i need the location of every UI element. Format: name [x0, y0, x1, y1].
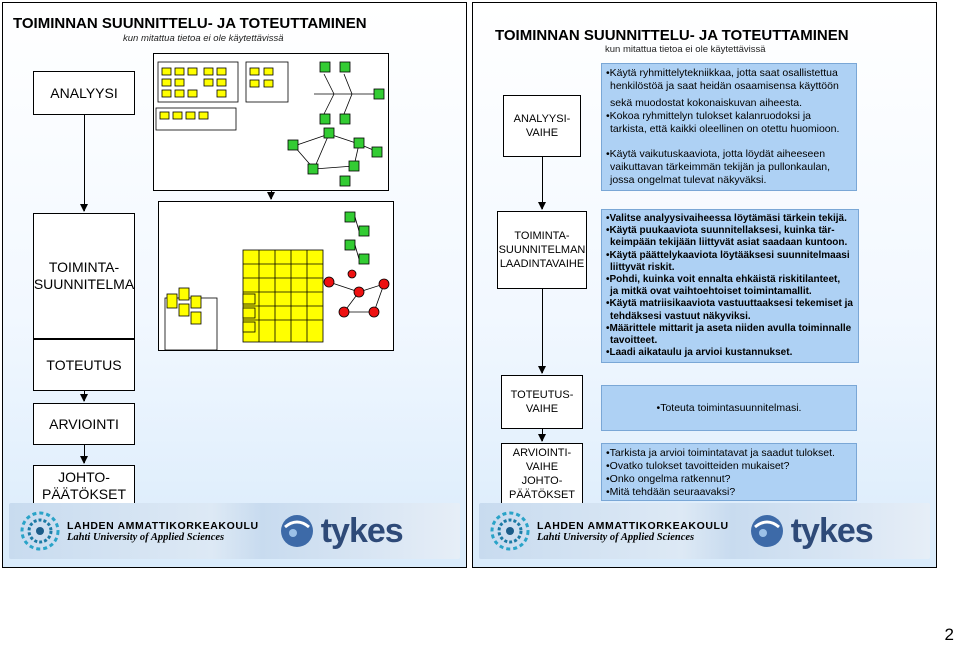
instruction-line: henkilöstöä ja saat heidän osaamisensa käyttöön: [610, 80, 839, 92]
instruction-line: ja mitkä ovat vaihtoehtoiset toimintamallit.: [610, 286, 812, 298]
instruction-line: •Toteuta toimintasuunnitelmasi.: [656, 401, 802, 414]
planning-diagrams: [159, 202, 393, 350]
phase-label: PÄÄTÖKSET: [508, 489, 576, 501]
phase-suunnitelma-label-2: SUUNNITELMA: [33, 276, 135, 292]
analysis-diagram-panel: [153, 53, 389, 191]
arrow-down: [542, 289, 543, 373]
phase-analyysivaihe: [503, 95, 581, 157]
instruction-line: •Onko ongelma ratkennut?: [606, 473, 731, 485]
phase-label: TOIMINTA-: [514, 230, 570, 242]
instruction-line: •Käytä matriisikaaviota vastuuttaaksesi tekemiset ja: [606, 298, 853, 310]
phase-johto-label-2: PÄÄTÖKSET: [41, 486, 127, 502]
instruction-line: jossa ongelmat tulevat näkyväksi.: [610, 174, 767, 186]
arrow-down: [84, 115, 85, 211]
slide-subtitle: kun mitattua tietoa ei ole käytettävissä: [605, 44, 766, 55]
school-name: LAHDEN AMMATTIKORKEAKOULU: [67, 519, 259, 532]
slide-title: TOIMINNAN SUUNNITTELU- JA TOTEUTTAMINEN: [495, 27, 849, 44]
arrow-down: [84, 391, 85, 401]
instruction-line: •Valitse analyysivaiheessa löytämäsi tärkein tekijä.: [606, 213, 847, 224]
instruction-line: tehdäksesi vastuut näkyviksi.: [610, 310, 751, 322]
analyysi-instructions: [601, 63, 857, 191]
phase-toimintasuunnitelma: [33, 213, 135, 339]
page-number: 2: [944, 625, 954, 644]
footer-banner: [9, 503, 460, 559]
instruction-line: •Ovatko tulokset tavoitteiden mukaiset?: [606, 460, 790, 472]
instruction-line: liittyvät riskit.: [610, 261, 675, 273]
phase-label: VAIHE: [525, 461, 559, 473]
slide-right: [472, 2, 937, 568]
school-name: LAHDEN AMMATTIKORKEAKOULU: [537, 519, 729, 532]
instruction-line: •Käytä vaikutuskaaviota, jotta löydät aiheeseen: [606, 148, 826, 160]
phase-label: VAIHE: [525, 127, 559, 139]
school-name-en: Lahti University of Applied Sciences: [67, 531, 225, 543]
fishbone-diagram: [314, 62, 384, 124]
tykes-globe-icon: [749, 513, 785, 549]
school-name-en: Lahti University of Applied Sciences: [537, 531, 695, 543]
matrix-diagram: [165, 250, 323, 350]
tykes-globe-icon: [279, 513, 315, 549]
instruction-line: •Määrittele mittarit ja aseta niiden avulla toiminnalle: [606, 322, 852, 334]
phase-label: TOTEUTUS-: [510, 389, 574, 401]
phase-arviointi-label: ARVIOINTI: [49, 415, 119, 432]
phase-label: LAADINTAVAIHE: [499, 258, 585, 270]
instruction-line: tarkista, että kaikki oleellinen on otettu huomioon.: [610, 123, 840, 135]
planning-diagram-panel: [158, 201, 394, 351]
arviointi-instructions: [601, 443, 857, 501]
instruction-line: •Pohdi, kuinka voit ennalta ehkäistä riskitilanteet,: [606, 274, 841, 286]
instruction-line: •Tarkista ja arvioi toimintatavat ja saadut tulokset.: [606, 447, 835, 459]
slide-left: [2, 2, 467, 568]
phase-toteutusvaihe: [501, 375, 583, 429]
instruction-line: •Käytä päättelykaaviota löytääksesi suunnitelmaasi: [606, 249, 850, 261]
phase-suunnitelma-label-1: TOIMINTA-: [48, 259, 120, 275]
laadinta-instructions: [601, 209, 859, 363]
affinity-diagram: [156, 62, 288, 130]
slide-subtitle: kun mitattua tietoa ei ole käytettävissä: [123, 33, 284, 44]
arrow-down: [271, 191, 272, 199]
tree-diagram: [345, 212, 369, 264]
arrow-down: [542, 157, 543, 209]
relation-diagram: [288, 128, 382, 186]
lamk-logo-icon: [489, 510, 531, 552]
footer-banner: [479, 503, 930, 559]
instruction-line: tavoitteet.: [610, 335, 658, 347]
phase-arviointivaihe: [501, 443, 583, 505]
phase-arviointi: [33, 403, 135, 445]
instruction-line: •Mitä tehdään seuraavaksi?: [606, 486, 736, 498]
phase-laadintavaihe: [497, 211, 587, 289]
arrow-down: [542, 429, 543, 441]
tykes-logo: tykes: [790, 511, 873, 550]
lamk-logo-icon: [19, 510, 61, 552]
instruction-line: •Käytä puukaaviota suunnitellaksesi, kuinka tär-: [606, 225, 835, 237]
instruction-line: sekä muodostat kokonaiskuvan aiheesta.: [610, 97, 803, 109]
phase-label: ARVIOINTI-: [512, 447, 572, 459]
slide-title: TOIMINNAN SUUNNITTELU- JA TOTEUTTAMINEN: [13, 15, 367, 32]
phase-johto-label-1: JOHTO-: [58, 469, 110, 485]
instruction-line: •Käytä ryhmittelytekniikkaa, jotta saat osallistettua: [606, 67, 838, 79]
phase-label: SUUNNITELMAN: [498, 244, 586, 256]
instruction-line: keimpään tekijään liittyvät asiat saadaan kuntoon.: [610, 237, 848, 249]
arrow-down: [84, 445, 85, 463]
phase-analyysi: [33, 71, 135, 115]
pdpc-diagram: [324, 270, 389, 317]
analysis-diagrams: [154, 54, 388, 190]
phase-analyysi-label: ANALYYSI: [50, 84, 118, 101]
tykes-logo: tykes: [320, 511, 403, 550]
instruction-line: •Kokoa ryhmittelyn tulokset kalanruodoksi ja: [606, 110, 812, 122]
phase-label: VAIHE: [525, 403, 559, 415]
phase-toteutus-label: TOTEUTUS: [46, 356, 122, 373]
phase-label: ANALYYSI-: [513, 113, 571, 125]
phase-toteutus: [33, 339, 135, 391]
instruction-line: •Laadi aikataulu ja arvioi kustannukset.: [606, 347, 793, 359]
instruction-line: vaikuttavan tärkeimmän tekijän ja pullonkaulan,: [610, 161, 831, 173]
phase-johtopaatokset: [33, 465, 135, 507]
phase-label: JOHTO-: [521, 475, 563, 487]
toteutus-instructions: [601, 385, 857, 431]
